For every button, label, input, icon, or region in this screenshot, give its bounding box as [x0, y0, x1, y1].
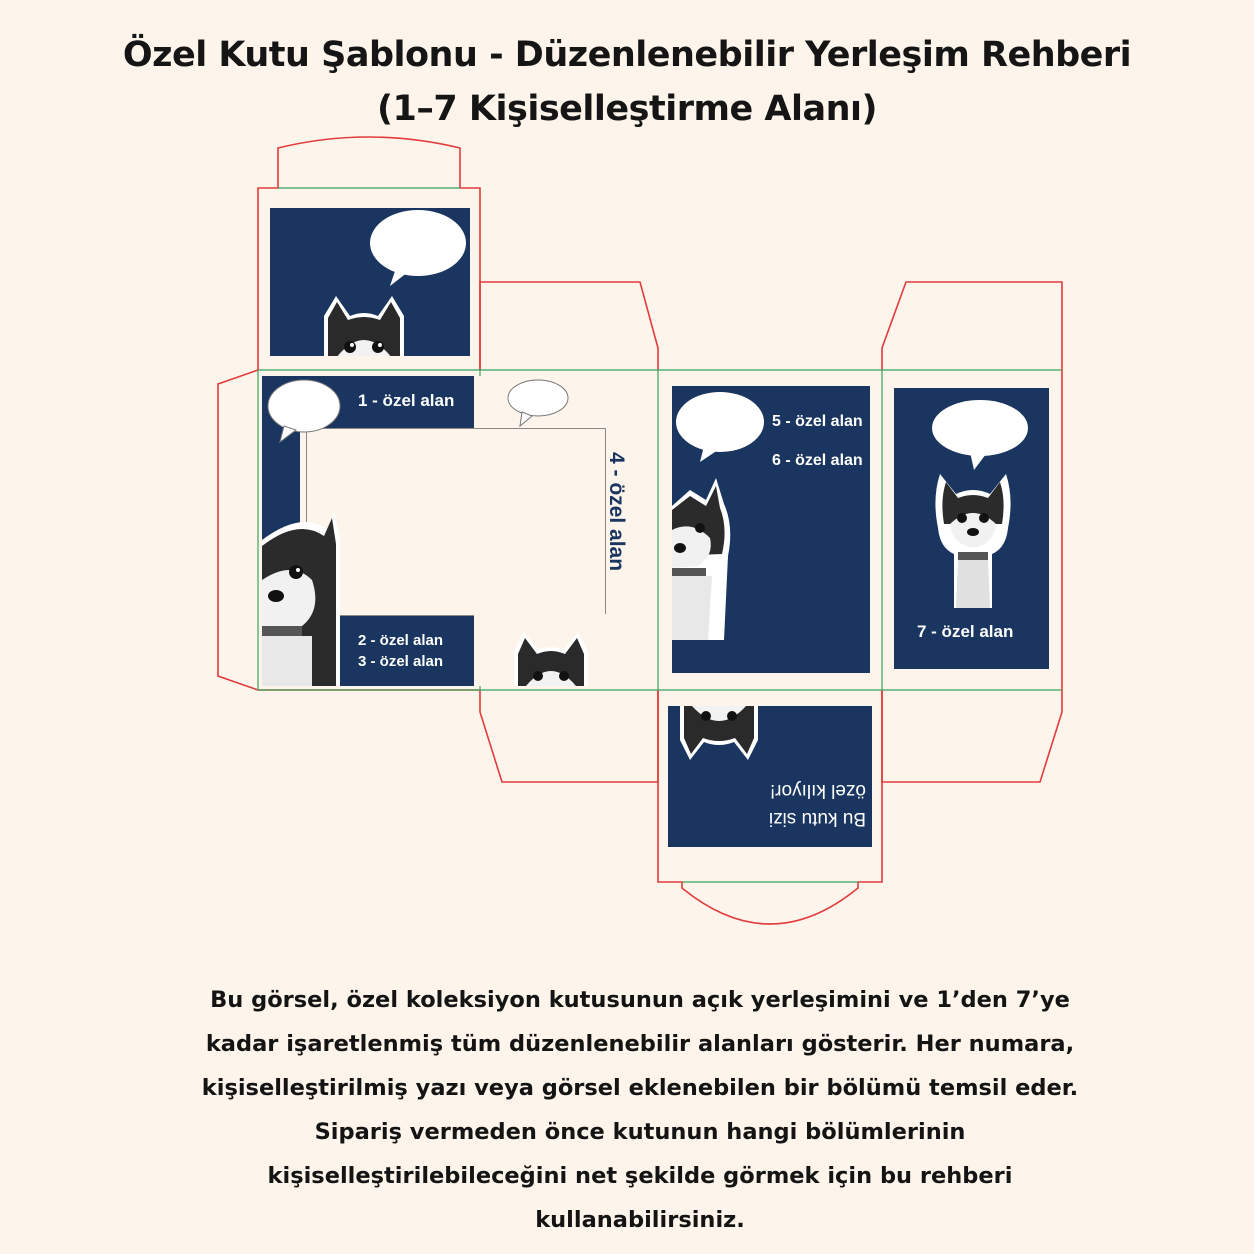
description-line-6: kullanabilirsiniz. [535, 1207, 745, 1233]
description-line-4: Sipariş vermeden önce kutunun hangi bölümlerinin [314, 1119, 966, 1145]
side-panel-7 [894, 388, 1049, 669]
speech-bubble-icon [930, 398, 1032, 472]
top-panel [270, 208, 470, 356]
speech-bubble-icon [368, 208, 470, 288]
area-6-label[interactable]: 6 - özel alan [772, 452, 863, 469]
description-line-5: kişiselleştirilebileceğini net şekilde görmek için bu rehberi [267, 1163, 1013, 1189]
area-1-label[interactable]: 1 - özel alan [358, 391, 455, 410]
husky-dog-icon [676, 706, 762, 762]
speech-bubble-icon [506, 378, 572, 428]
area-2-label[interactable]: 2 - özel alan [358, 632, 444, 649]
bottom-text-line-2: özel kılıyor! [769, 780, 866, 801]
speech-bubble-icon [674, 390, 768, 462]
side-panel-5-6 [672, 386, 870, 673]
husky-dog-icon [316, 292, 412, 356]
bottom-text [738, 776, 866, 832]
bottom-text-line-1: Bu kutu sizi [768, 808, 866, 829]
description-line-3: kişiselleştirilmiş yazı veya görsel eklenebilen bir bölümü temsil eder. [201, 1075, 1079, 1101]
area-4-label[interactable]: 4 - özel alan [605, 452, 628, 572]
speech-bubble-icon [266, 378, 346, 444]
bottom-panel [668, 706, 872, 847]
title-line-1: Özel Kutu Şablonu - Düzenlenebilir Yerleşim Rehberi [122, 35, 1132, 75]
husky-dog-icon [672, 476, 734, 640]
husky-dog-icon [928, 468, 1018, 614]
description [140, 978, 1140, 1242]
husky-dog-icon [262, 500, 340, 686]
area-7-label[interactable]: 7 - özel alan [917, 622, 1014, 641]
description-line-1: Bu görsel, özel koleksiyon kutusunun açık yerleşimini ve 1’den 7’ye [210, 987, 1070, 1013]
husky-dog-icon [510, 630, 592, 686]
area-5-label[interactable]: 5 - özel alan [772, 413, 863, 430]
title-line-2: (1–7 Kişiselleştirme Alanı) [377, 89, 877, 129]
description-line-2: kadar işaretlenmiş tüm düzenlenebilir alanları gösterir. Her numara, [205, 1031, 1075, 1057]
area-3-label[interactable]: 3 - özel alan [358, 653, 444, 670]
front-cutout [306, 428, 606, 616]
